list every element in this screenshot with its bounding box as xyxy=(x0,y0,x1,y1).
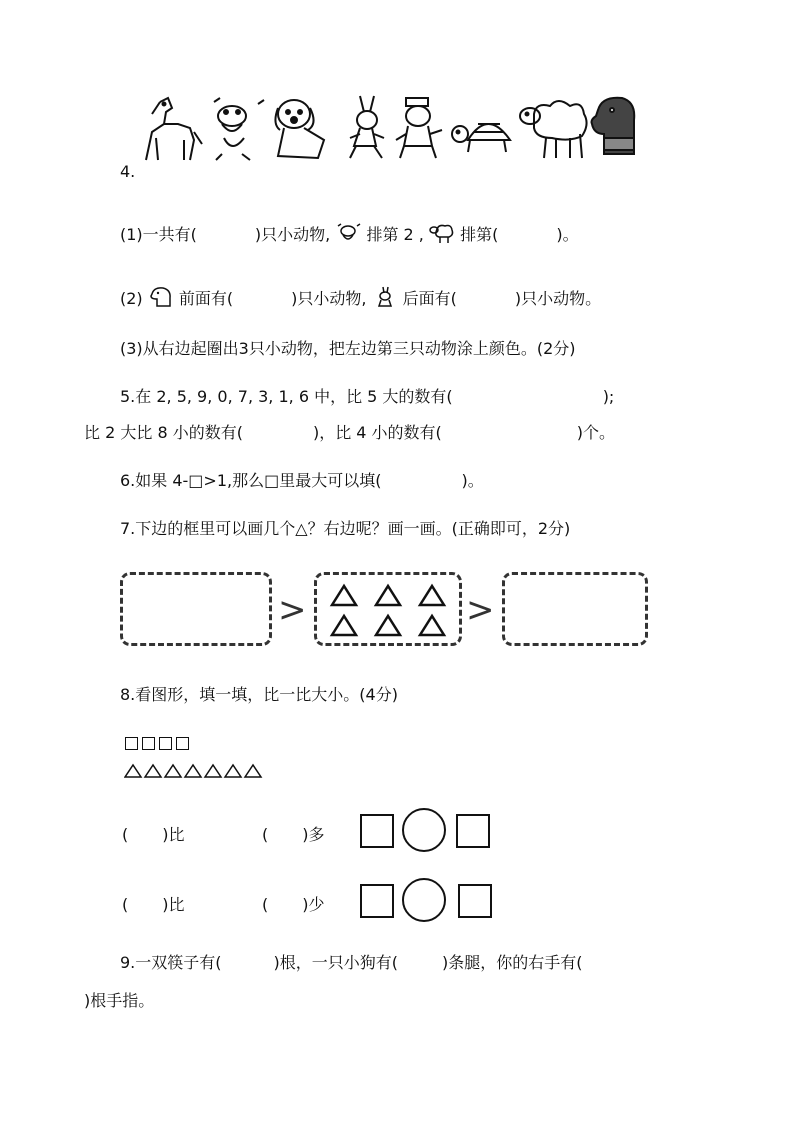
triangle-icon xyxy=(332,586,356,605)
square-icon xyxy=(176,737,189,750)
rabbit-icon xyxy=(350,96,384,158)
rabbit-icon xyxy=(372,286,398,308)
q6-text-a: 6.如果 4-□>1,那么□里最大可以填( xyxy=(120,471,382,490)
triangle-icon xyxy=(145,765,161,777)
q8-row2-right xyxy=(262,892,325,915)
q5-line2-text-b: )，比 4 小的数有( xyxy=(312,423,442,442)
q4-part1 xyxy=(120,222,579,245)
sheep-icon xyxy=(520,101,587,158)
elephant-icon xyxy=(592,98,635,154)
q6-line xyxy=(120,468,484,491)
right-drawing-box[interactable] xyxy=(502,572,648,646)
triangle-icon xyxy=(185,765,201,777)
q8-row2-left xyxy=(122,892,185,915)
compare-word: )比 xyxy=(162,895,185,914)
q9-text-b: )根，一只小狗有( xyxy=(273,953,399,972)
animal-row xyxy=(138,94,638,166)
answer-circle[interactable] xyxy=(402,878,446,922)
triangle-icon xyxy=(376,586,400,605)
answer-square[interactable] xyxy=(458,884,492,918)
question-4-number: 4. xyxy=(120,162,136,181)
triangle-group xyxy=(322,580,454,642)
triangle-icon xyxy=(376,616,400,635)
square-row xyxy=(125,734,193,753)
q4-part1-text-c: 排第 2 , xyxy=(366,225,424,244)
open-paren: ( xyxy=(122,825,129,844)
greater-than-sign: > xyxy=(278,590,307,630)
monkey-icon xyxy=(396,98,442,158)
turtle-icon xyxy=(452,124,510,152)
q4-part2 xyxy=(120,286,601,309)
q4-part2-text-e: )只小动物。 xyxy=(514,289,602,308)
q5-line1-text-a: 5.在 2, 5, 9, 0, 7, 3, 1, 6 中，比 5 大的数有( xyxy=(120,387,453,406)
triangle-icon xyxy=(205,765,221,777)
greater-than-sign: > xyxy=(466,590,495,630)
elephant-icon xyxy=(148,286,174,308)
q8-row1-right xyxy=(262,822,325,845)
left-drawing-box[interactable] xyxy=(120,572,272,646)
open-paren: ( xyxy=(262,895,269,914)
triangle-icon xyxy=(245,765,261,777)
q4-part1-text-b: )只小动物, xyxy=(254,225,331,244)
square-icon xyxy=(142,737,155,750)
open-paren: ( xyxy=(122,895,129,914)
q4-part2-text-d: 后面有( xyxy=(402,289,457,308)
answer-circle[interactable] xyxy=(402,808,446,852)
q4-part3: (3)从右边起圈出3只小动物，把左边第三只动物涂上颜色。(2分) xyxy=(120,339,576,358)
open-paren: ( xyxy=(262,825,269,844)
triangle-icon xyxy=(125,765,141,777)
q8-row1-left xyxy=(122,822,185,845)
q4-part2-text-a: (2) xyxy=(120,289,143,308)
q4-part2-text-c: )只小动物, xyxy=(291,289,367,308)
answer-square[interactable] xyxy=(360,814,394,848)
answer-square[interactable] xyxy=(360,884,394,918)
triangle-icon xyxy=(165,765,181,777)
horse-icon xyxy=(146,98,202,160)
q5-line2-text-c: )个。 xyxy=(576,423,616,442)
frog-icon xyxy=(214,98,264,160)
q9-line1 xyxy=(120,950,583,973)
q6-text-b: )。 xyxy=(461,471,484,490)
square-icon xyxy=(159,737,172,750)
triangle-icon xyxy=(332,616,356,635)
triangle-icon xyxy=(225,765,241,777)
q5-line1 xyxy=(120,384,614,407)
q9-text-c: )条腿，你的右手有( xyxy=(442,953,583,972)
q9-text-a: 9.一双筷子有( xyxy=(120,953,222,972)
q4-part1-text-a: (1)一共有( xyxy=(120,225,197,244)
square-icon xyxy=(125,737,138,750)
triangle-icon xyxy=(420,616,444,635)
answer-square[interactable] xyxy=(456,814,490,848)
q9-line2: )根手指。 xyxy=(84,991,155,1010)
compare-word: )比 xyxy=(162,825,185,844)
frog-icon xyxy=(335,222,361,244)
q5-line2 xyxy=(84,420,615,443)
q7-text: 7.下边的框里可以画几个△？右边呢？画一画。(正确即可，2分) xyxy=(120,519,571,538)
compare-word: )多 xyxy=(302,825,325,844)
q5-line2-text-a: 比 2 大比 8 小的数有( xyxy=(84,423,243,442)
q4-part1-text-d: 排第( xyxy=(460,225,499,244)
q5-line1-text-b: ); xyxy=(602,387,615,406)
q4-part1-text-e: )。 xyxy=(556,225,579,244)
sheep-icon xyxy=(429,222,455,244)
triangle-row xyxy=(124,763,266,779)
triangle-icon xyxy=(420,586,444,605)
q4-part2-text-b: 前面有( xyxy=(178,289,234,308)
q8-text: 8.看图形，填一填，比一比大小。(4分) xyxy=(120,685,398,704)
compare-word: )少 xyxy=(302,895,325,914)
dog-icon xyxy=(275,100,324,158)
